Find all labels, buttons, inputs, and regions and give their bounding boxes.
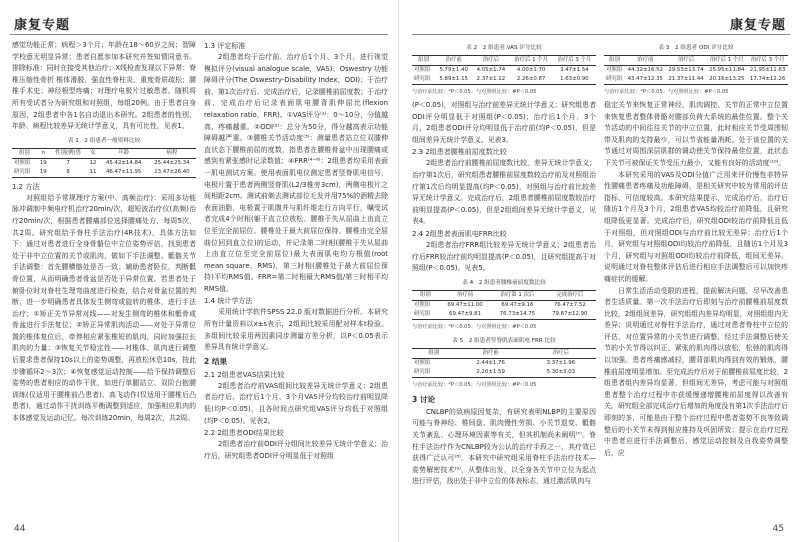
table-cell: 3.37±1.96 [546,359,576,366]
table-row [412,75,596,85]
table-note: 与治疗前比较：*P＜0.05；与对照组比较：#P＜0.05 [412,381,537,388]
column-header: 治疗后 1 个月 [509,56,552,66]
column-header: 组别 [12,148,37,158]
section-heading: 2.1 2组患者VAS结果比较 [204,370,285,379]
table-caption: 表 4 2 组患者腰椎前屈度数比较 [462,279,546,286]
table-cell: 21.37±11.44 [666,75,707,85]
table-cell: 20.16±13.25 [706,75,747,85]
column-header: 治疗后 1 个月 [706,56,747,66]
table-cell: 2.44±1.76 [476,359,505,366]
header-rule [10,34,388,35]
table-row [12,158,196,168]
table-cell: 21.95±11.63 [749,67,786,73]
table-note: 与治疗前比较：*P＜0.05；与对照组比较：#P＜0.05 [604,89,729,95]
table-cell: 5.79±1.40 [439,67,468,73]
column-header: 治疗后 [526,348,596,358]
table-cell: 对照组 [414,359,431,366]
section-heading: 1.4 统计学方法 [204,297,253,306]
paragraph: 稳定关节来恢复正常神经、肌肉调控、关节的正常中立位置来恢复患者整体骨骼对腰部负荷大系统的最佳位置。整个关节活动的中间往往关节的中立位置，此时相应关节受周围韧带及肌肉的支持最少，可以节省能量消耗。处于该位置的关节通过对周围深层肌群的调动使关节保持最佳位置，此状态下关节可被保证关节受压力最小，又能有良好的活动度⁽¹⁰⁾。 [604,101,788,167]
table-row [412,368,596,378]
table-cell: 对照组 [414,301,431,308]
section-heading: 2.3 2组患者腰椎前屈度数比较 [412,148,507,157]
section-heading: 3 讨论 [412,394,436,404]
paragraph: 2组患者治疗前ODI评分组间比较差异无统计学意义；治疗后，研究组患者ODI评分明显低于对照组 [204,440,388,460]
column-header: 女 [86,148,99,158]
column-header: 性别(例)男 [50,148,86,158]
table-cell: 研究组 [412,368,456,378]
paragraph: 2组患者治疗FRR组比较差异无统计学意义；2组患者治疗后FRR较治疗前均明显提高(P＜0.05)，且研究组提高于对照组(P＜0.05)。见表5。 [412,240,596,273]
column-header: 治疗后 3 个月 [747,56,788,66]
table-cell: 5.30±3.03 [526,368,596,378]
table-cell: 对照组 [606,67,623,73]
table-cell: 17.74±12.26 [747,75,788,85]
column-header: 治疗后 [472,56,509,66]
table-cell: 11 [86,168,99,178]
paragraph: 日常生活活动受限的进程，提前解决问题，尽早改善患者生活质量。第一次手法治疗后即刻与治疗前腰椎前屈度数比较，2组组间差异，研究组组内差异均明显，对照组组内无差异；说明通过对脊柱手法治疗，通过对患者脊柱中立位的评估，对位置异常的小关节进行调整，经过手法调整后使关节的小关节得以纠正，紧张的肌肉得以放松，松弛的肌肉得以加强。患者疼痛感减轻，腰背部肌肉得到有效的锻炼，腰椎前屈度明显增加。至完成治疗后对于前腰椎前屈度比较，2组患者组内差异均显著，但组间无差异，考虑可能与对照组患者整个治疗过程中亦获缓慢递增腰椎前屈度得以改善有关。研究组全部完成治疗后增加的角度没有第1次手法治疗后即刻的多，可能是由于整个治疗过程中患者姿势不良等致调整后的小关节未得到相应推持及巩固所致；提示在治疗过程中患者应进行手法调整后，感觉运动控制及自我姿势调整后，应 [604,286,788,457]
table-3 [604,42,788,85]
table-caption: 表 5 2 组患者竖脊肌表面肌电 FRR 比较 [452,337,556,344]
column-header: 治疗前 [625,56,666,66]
left-column-1 [12,40,196,510]
table-caption: 表 2 2 组患者 VAS 评分比较 [466,45,542,51]
column-header: 治疗后 [666,56,707,66]
column-header: 组别 [604,56,625,66]
table-cell: 2.20±1.59 [456,368,526,378]
table-cell: 43.47±12.35 [625,75,666,85]
section-heading: 1.2 方法 [12,182,40,191]
table-caption: 表 1 2 组患者一般资料比较 [67,137,141,144]
table-cell: 25.44±25.34 [154,159,190,166]
table-cell: 3.47±1.54 [560,67,589,73]
journal-header: 康复专题 [14,18,71,33]
column-header: 组别 [412,290,439,300]
table-cell: 研究组 [604,75,625,85]
left-page [0,0,399,542]
paragraph: CNLBP的致病原因复杂，有研究表明NLBP的主要原因可能与脊神经、椎间盘、肌肉慢性劳损、小关节退变、骶髂关节紊乱、心理环境因素等有关，但其机制尚未阐明⁽⁷⁾。脊柱手法治疗作为CNLBP较为公认的治疗手段之一，其疗效已获得广泛认可⁽⁸⁾。本研究中研究组采用脊柱手法治疗技术—姿势解密技术⁽⁹⁾，从整体出发，以全身各关节中立位为起点进行评估，找出处于非中立位的体表标志，通过激活肌肉与 [412,407,596,486]
table-cell: 对照组 [414,67,431,73]
table-caption: 表 3 2 组患者 ODI 评分比较 [658,45,734,51]
table-cell: 2.26±0.87 [509,75,552,85]
right-page [402,0,800,542]
table-row [604,75,788,85]
table-note: 与治疗前比较：*P＜0.05；与对照组比较：#P＜0.05 [412,323,537,330]
table-cell: 76.73±14.75 [491,310,543,320]
table-row [604,66,788,76]
table-cell: 1.63±0.90 [553,75,596,85]
table-4 [412,277,596,320]
right-column-2 [604,40,788,510]
header-rule [412,34,790,35]
table-row [412,66,596,76]
table-cell: 23.47±26.40 [148,168,196,178]
paragraph: 对照组给予常规理疗方案(中、高频治疗)：采用多功能脉冲调制中频电疗机治疗20min/次，超短波治疗仪(高频)治疗20min/次，根据患者腰痛部位选择腰痛处方，每周5次，共2周。研究组给予脊柱手法治疗(4R技术)，具体方法如下：通过对患者进行全身骨骼位中立位姿势评估，找到患者处于非中立位置的关节或肌肉，做如下手法调整。骶髂关节手法调整：首先腰横髂处是否一致；辅助患者卧位，判断骶骨位置，从而明确患者骨盆是否处于异常位置。若患者处于俯卧位时对脊柱生理弯曲度进行检查，结合对骨盆位置的判断，进一步明确患者具体发生侧弯或旋转的椎体，进行手法治疗；①矫正关节异常对线——对发生侧弯的椎体和骶骨或骨盆进行手法复位；②矫正异常肌肉活动——对处于异常位置的椎体复位后，牵伸相应紧张椎短的肌肉，同时加强拉长肌肉的力量；③恢复关节稳定性——对椎体、肌肉进行调整后要求患者保持10s以上的姿势调整，再放松休息10s，按此步骤循环2～3次；④恢复感觉运动控制——给予保持调整后姿势的患者相应的动作干扰，如进行单腿站立、双阶台抱腰训练(仅适用于腰椎前凸患者)、高飞动作(仅适用于腰椎后凸患者)，通过动作干扰训练平衡调整到适应，加强相应肌肉的本体感觉及运动记忆。每次训练20min，每周2次，共2周。 [12,193,196,423]
section-heading: 2.2 2组患者ODI结果比较 [204,429,284,438]
paragraph: 感觉功能正常；病程＞3个月；年龄在18～60岁之间；智障学校意无明显异常；患者自愿参加本研究并签知情同意书。排除标准：同时在接受其他治疗；X线检查发现以下异常：脊椎压缩性骨折 椎体滑脱、强直性脊柱炎、重度骨质疏松；腰椎手术史；神经根型疼痛；对理疗电极片过敏患者。随机将所有受试者分为研究组和对照组，每组20例。由于患者自身原因，2组患者中各1名自动退出本研究。2组患者的性别、年龄、病程比较差异无统计学意义，具有可比性，见表1。 [12,41,196,131]
table-cell: 76.47±7.52 [553,301,586,308]
paragraph: 2组患者治疗前腰椎前屈度数比较，差异无统计学意义；治疗第1次后，研究组患者腰椎前屈度数较治疗前及对照组治疗第1次后均明显提高(均P＜0.05)，对照组与治疗前比较差异无统计学意义。完成治疗后，2组患者腰椎前屈度数较治疗前明显提高(P＜0.05)，但是2组组间差异无统计学意义，见表4。 [412,159,596,226]
table-cell: 25.95±11.84 [709,67,745,73]
page-number: 44 [14,524,26,534]
table-cell: 19 [39,159,47,166]
column-header: 治疗后 3 个月 [553,56,596,66]
page-number: 45 [772,524,784,534]
column-header: 治疗前 [435,56,472,66]
table-cell: 69.47±9.16 [501,301,534,308]
paragraph: 2组患者均于治疗前、治疗后1个月、3个月，进行视觉模拟评分(visual analogue scale，VAS)、Oswestry 功能障碍评分(The Oswestry-Disability Index，ODI)；于治疗前、第1次治疗后、完成治疗后，记录腰椎前屈度数；于治疗前、完成治疗后记录表面肌电腰背肌伸屈比(flexion relaxation ratio，FRR)。①VAS评分⁽¹⁾：0～10分，分值越高，疼痛越重。②ODI⁽²⁾：总分为50分，得分越高表示功能障碍越严重。③腰椎关节活动度⁽³⁾：测量患者站立位双膝伸直状态下腰椎前屈的度数，指患者在腰椎骨盆中出现腰痛或感到有紧张感时记录数值；④FRR⁽⁴⁻⁶⁾：2组患者均采用表面一肌电测试方案。使用表面肌电仪测定患者竖脊肌电信号，电极片置于患者两侧竖脊肌(L2/3椎旁3cm)，两侧电极片之间相距2cm。测试前剃去测试部位毛发并用75%的酒精去除表面油脂，电极置于肌腹并与肌纤维走行方向平行，嘱受试者完成4个时相(躯干直立位放松、腰椎于失从屈曲上由直立位至完全前屈位、腰椎处于最大前屈位保持、腰椎由完全屈曲位回到直立位)的运动，并记录第二时相(腰椎于失从屈曲上由直立位至完全前屈位)最大表面肌电均方根值(root mean square，RMS)，第三时相(腰椎处于最大前屈位保持)平均RMS值。FRR=第二时相最大RMS值/第三时相平均RMS值。 [204,53,388,293]
column-header: 治疗第 1 次后 [491,290,543,300]
table-row [12,168,196,178]
column-header: 病程 [148,148,196,158]
table-5 [412,335,596,378]
column-header: 组别 [412,56,435,66]
table-cell: 46.47±11.95 [100,168,148,178]
table-row [412,310,596,320]
table-cell: 79.87±12.90 [544,310,596,320]
table-cell: 研究组 [412,310,439,320]
table-2 [412,42,596,85]
section-heading: 1.3 评定标准 [204,42,246,50]
table-row [412,358,596,368]
table-cell: 2.37±1.12 [472,75,509,85]
paragraph: 采用统计学软件SPSS 22.0 版对数据进行分析。本研究所有计量资料以x±s表示，2组间比较采用配对样本t检验。多组间比较采用两因素同步测量方差分析，以P＜0.05表示差异具有统计学意义。 [204,308,388,352]
section-heading: 2 结果 [204,356,228,366]
table-cell: 4.00±1.70 [516,67,546,73]
column-header: 治疗前 [439,290,491,300]
column-header: 治疗前 [456,348,526,358]
table-cell: 对照组 [14,159,31,166]
table-row [412,300,596,310]
table-cell: 19 [37,168,50,178]
table-cell: 研究组 [412,75,435,85]
column-header: 完成治疗后 [544,290,596,300]
table-cell: 12 [89,159,97,166]
table-cell: 8 [50,168,86,178]
table-cell: 69.47±9.81 [439,310,491,320]
right-column-1 [412,40,596,510]
section-heading: 2.4 2组患者表面肌电FRR比较 [412,229,507,238]
table-cell: 4.05±1.74 [476,67,506,73]
table-note: 与治疗前比较：*P＜0.05；与对照组比较：#P＜0.05 [412,89,537,95]
paragraph: (P＜0.05)，对照组与治疗前差异无统计学意义；研究组患者ODI评分明显低于对照组(P＜0.05)；治疗后1个月、3个月，2组患者ODI评分均明显低于治疗前(均P＜0.05)，但是组间差异无统计学意义。见表3。 [412,101,596,144]
table-cell: 45.42±14.84 [105,159,142,166]
table-cell: 研究组 [12,168,37,178]
column-header: n [37,148,50,158]
column-header: 年龄 [100,148,148,158]
table-cell: 29.53±13.74 [668,67,704,73]
table-cell: 7 [66,159,70,166]
table-cell: 5.89±1.15 [435,75,472,85]
column-header: 组别 [412,348,456,358]
paragraph: 2组患者治疗前VAS组间比较差异无统计学意义；2组患者治疗后、治疗后1个月、3个月VAS评分均较治疗前明显降低(均P＜0.05)，且各时间点研究组VAS评分均低于对照组(均P＜0.05)。见表2。 [204,381,388,425]
table-1 [12,135,196,178]
left-column-2 [204,40,388,510]
journal-header: 康复专题 [729,18,786,33]
table-cell: 69.47±11.00 [447,301,483,308]
paragraph: 本研究采用的VAS及ODI分值广泛用来评价慢性非特异性腰痛患者疼痛及功能障碍，是相关研究中较为常用的评估指标，可信度较高。本研究结果提示，完成治疗后，治疗后随访1个月及3个月，2组患者VAS均较治疗前降低，且研究组降低更显著。完成治疗后，研究组ODI较治疗前降低且低于对照组，但对照组ODI与治疗前比较无差异；治疗后1个月，研究组与对照组ODI均较治疗前降低，且随访1个月及3个月，研究组与对照组ODI均较治疗前降低，组间无差异。说明通过对脊柱整体评估后进行相应手法调整后可以加快疼痛症状的缓解。 [604,170,788,283]
table-cell: 44.32±16.52 [627,67,663,73]
